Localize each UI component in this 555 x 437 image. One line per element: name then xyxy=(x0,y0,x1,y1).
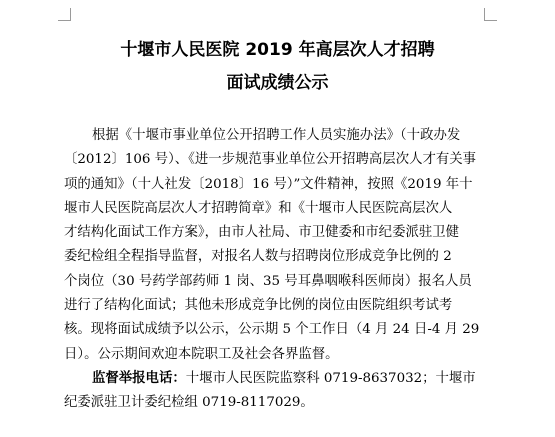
page-corner-mark-left xyxy=(58,8,71,21)
body-line: 项的通知》（十人社发〔2018〕16 号）”文件精神，按照《2019 年十 xyxy=(64,176,473,192)
body-line: 堰市人民医院高层次人才招聘简章》和《十堰市人民医院高层次人 xyxy=(64,200,453,216)
body-line: 才结构化面试工作方案》，由市人社局、市卫健委和市纪委派驻卫健 xyxy=(64,225,460,241)
body-line: 个岗位（30 号药学部药师 1 岗、35 号耳鼻咽喉科医师岗）报名人员 xyxy=(64,273,472,289)
body-line: 核。现将面试成绩予以公示，公示期 5 个工作日（4 月 24 日-4 月 29 xyxy=(64,322,480,338)
document-title-line-1: 十堰市人民医院 2019 年高层次人才招聘 xyxy=(120,40,435,60)
announcement-body xyxy=(64,124,492,416)
document-title-line-2: 面试成绩公示 xyxy=(226,73,329,93)
body-line: 委纪检组全程指导监督，对报名人数与招聘岗位形成竞争比例的 2 xyxy=(64,249,452,265)
page-corner-mark-right xyxy=(484,8,497,21)
supervision-contact-1: 十堰市人民医院监察科 0719-8637032；十堰市 xyxy=(185,370,476,386)
body-line: 〔2012〕106 号）、《进一步规范事业单位公开招聘高层次人才有关事 xyxy=(64,152,477,168)
body-line: 根据《十堰市事业单位公开招聘工作人员实施办法》（十政办发 xyxy=(92,128,461,143)
body-line: 日）。公示期间欢迎本院职工及社会各界监督。 xyxy=(64,346,339,362)
supervision-contact-2: 纪委派驻卫计委纪检组 0719-8117029。 xyxy=(64,395,314,411)
body-line: 进行了结构化面试；其他未形成竞争比例的岗位由医院组织考试考 xyxy=(64,298,453,314)
supervision-label: 监督举报电话： xyxy=(92,370,186,386)
supervision-line-1 xyxy=(64,367,492,391)
